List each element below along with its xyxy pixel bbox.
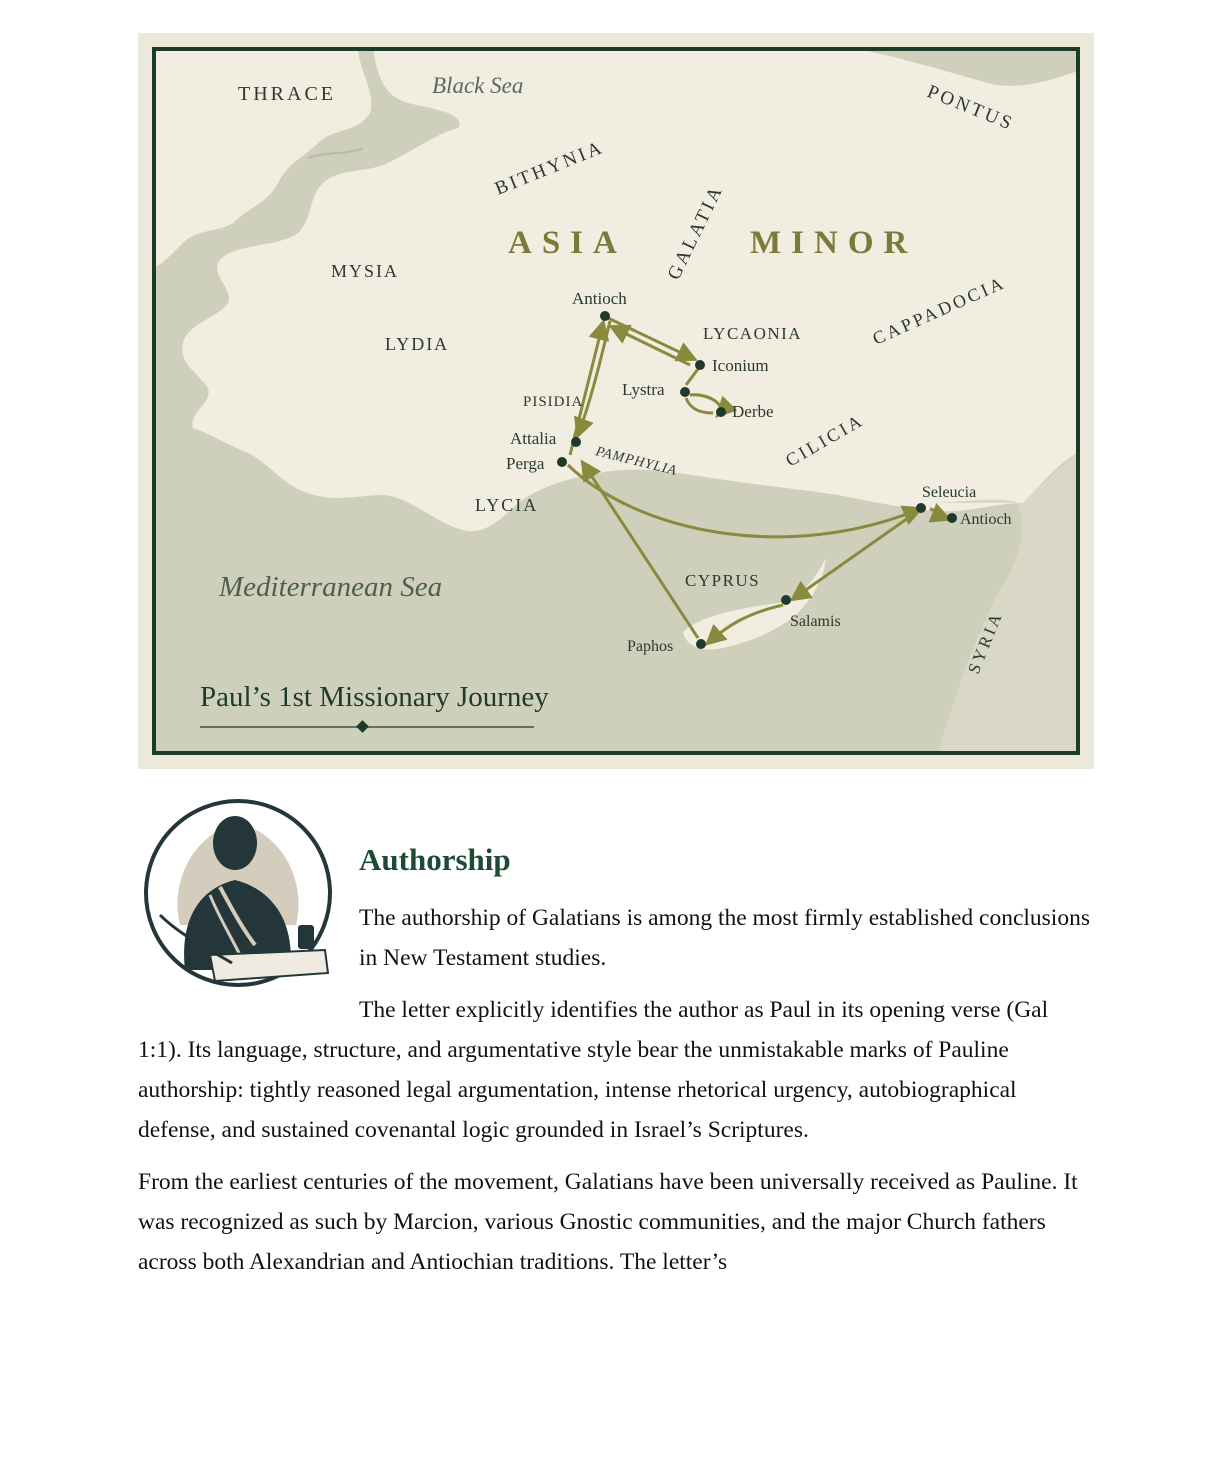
city-label-antioch-pisidia: Antioch	[572, 289, 627, 308]
label-thrace: THRACE	[238, 83, 336, 105]
section-title: Authorship	[359, 842, 511, 877]
label-pamphylia: PAMPHYLIA	[594, 444, 679, 480]
journey-map	[138, 33, 1094, 769]
label-black-sea: Black Sea	[432, 73, 524, 98]
city-label-perga: Perga	[506, 454, 545, 473]
dot-antioch-pisidia	[600, 311, 610, 321]
label-lydia: LYDIA	[385, 334, 450, 354]
dot-antioch-syria	[947, 513, 957, 523]
city-label-iconium: Iconium	[712, 356, 769, 375]
label-galatia: GALATIA	[663, 181, 728, 284]
city-label-salamis: Salamis	[790, 613, 841, 630]
label-mediterranean: Mediterranean Sea	[219, 571, 443, 603]
label-asia: ASIA	[508, 225, 627, 261]
dot-paphos	[696, 639, 706, 649]
city-label-seleucia: Seleucia	[922, 484, 977, 501]
label-pontus: PONTUS	[924, 81, 1018, 136]
label-minor: MINOR	[750, 225, 918, 261]
paragraph: The authorship of Galatians is among the most firmly established conclusions in New Testament studies.	[359, 905, 1090, 971]
label-mysia: MYSIA	[331, 261, 400, 281]
label-lycaonia: LYCAONIA	[703, 324, 803, 343]
label-bithynia: BITHYNIA	[492, 136, 608, 200]
paragraph: From the earliest centuries of the movement, Galatians have been universally received as Pauline. It was recognized as such by Marcion, various Gnostic communities, and the major Church fathers across both Alexandrian and Antiochian traditions. The letter’s	[138, 1169, 1078, 1275]
label-cyprus: CYPRUS	[685, 571, 761, 590]
label-cilicia: CILICIA	[782, 409, 868, 471]
city-label-attalia: Attalia	[510, 429, 557, 448]
paragraph: The letter explicitly identifies the author as Paul in its opening verse (Gal 1:1). Its language, structure, and argumentative style bear the unmistakable marks of Pauline authorship: tightly reasoned legal argumentation, intense rhetorical urgency, autobiographical defense, and sustained covenantal logic grounded in Israel’s Scriptures.	[138, 997, 1049, 1143]
dot-iconium	[695, 360, 705, 370]
city-label-derbe: Derbe	[732, 402, 774, 421]
dot-seleucia	[916, 503, 926, 513]
dot-perga	[557, 457, 567, 467]
city-label-lystra: Lystra	[622, 380, 665, 399]
label-lycia: LYCIA	[475, 495, 539, 515]
dot-lystra	[680, 387, 690, 397]
label-syria: SYRIA	[964, 608, 1007, 677]
label-cappadocia: CAPPADOCIA	[869, 272, 1009, 349]
label-pisidia: PISIDIA	[523, 394, 584, 410]
journey-map-svg	[138, 33, 1094, 769]
map-title: Paul’s 1st Missionary Journey	[200, 681, 549, 713]
article-body	[138, 898, 1096, 1294]
dot-salamis	[781, 595, 791, 605]
dot-derbe	[716, 407, 726, 417]
city-label-antioch-syria: Antioch	[960, 511, 1012, 528]
city-label-paphos: Paphos	[627, 638, 674, 655]
dot-attalia	[571, 437, 581, 447]
